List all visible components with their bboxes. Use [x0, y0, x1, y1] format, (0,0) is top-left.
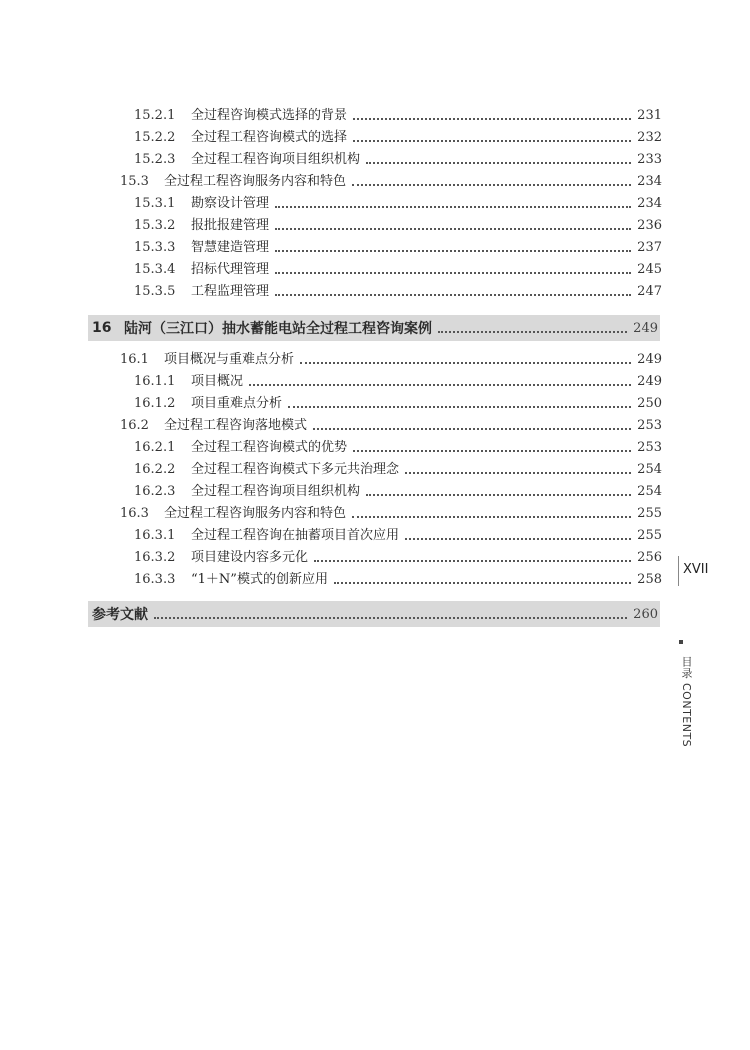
entry-number: 16.3 — [120, 506, 149, 521]
leader-dots — [300, 361, 631, 364]
side-divider — [678, 556, 679, 586]
chapter-number: 16 — [92, 320, 112, 336]
entry-page: 254 — [637, 484, 662, 499]
leader-dots — [275, 227, 631, 230]
contents-label-cn: 目录 — [680, 656, 693, 679]
entry-number: 15.3.4 — [134, 262, 176, 277]
entry-number: 16.1 — [120, 352, 149, 367]
entry-title: 招标代理管理 — [191, 262, 270, 277]
entry-title: 全过程工程咨询在抽蓄项目首次应用 — [191, 528, 400, 543]
entry-page: 256 — [637, 550, 662, 565]
contents-label-en: CONTENTS — [680, 683, 693, 748]
toc-section[interactable] — [120, 416, 662, 436]
entry-number: 15.3.3 — [134, 240, 176, 255]
entry-number: 16.2.3 — [134, 484, 176, 499]
bullet-marker — [679, 640, 683, 644]
entry-page: 234 — [637, 196, 662, 211]
entry-title: 项目重难点分析 — [191, 396, 283, 411]
entry-title: 全过程工程咨询项目组织机构 — [191, 484, 361, 499]
entry-number: 16.3.2 — [134, 550, 176, 565]
leader-dots — [352, 515, 631, 518]
leader-dots — [334, 581, 631, 584]
entry-page: 255 — [637, 506, 662, 521]
toc-entry[interactable] — [134, 194, 662, 214]
entry-number: 16.3.1 — [134, 528, 176, 543]
entry-page: 253 — [637, 440, 662, 455]
entry-page: 237 — [637, 240, 662, 255]
leader-dots — [405, 471, 631, 474]
entry-number: 15.3.1 — [134, 196, 176, 211]
entry-page: 231 — [637, 108, 662, 123]
entry-number: 15.3.2 — [134, 218, 176, 233]
entry-page: 250 — [637, 396, 662, 411]
entry-number: 16.2.1 — [134, 440, 176, 455]
entry-number: 15.2.2 — [134, 130, 176, 145]
entry-title: 项目概况与重难点分析 — [164, 352, 295, 367]
toc-entry[interactable] — [134, 438, 662, 458]
entry-page: 247 — [637, 284, 662, 299]
toc-entry[interactable] — [134, 526, 662, 546]
leader-dots — [275, 271, 631, 274]
leader-dots — [438, 330, 627, 333]
entry-page: 249 — [637, 352, 662, 367]
entry-title: 全过程工程咨询项目组织机构 — [191, 152, 361, 167]
entry-page: 255 — [637, 528, 662, 543]
toc-entry[interactable] — [134, 216, 662, 236]
leader-dots — [353, 117, 631, 120]
toc-entry[interactable] — [134, 150, 662, 170]
toc-entry[interactable] — [134, 372, 662, 392]
entry-title: “1＋N”模式的创新应用 — [191, 572, 328, 587]
contents-label — [678, 656, 695, 747]
entry-title: 全过程工程咨询模式下多元共治理念 — [191, 462, 400, 477]
entry-number: 15.2.1 — [134, 108, 176, 123]
toc-entry[interactable] — [134, 548, 662, 568]
references-page: 260 — [633, 606, 658, 622]
entry-title: 工程监理管理 — [191, 284, 270, 299]
entry-number: 15.3 — [120, 174, 149, 189]
leader-dots — [366, 161, 631, 164]
toc-entry[interactable] — [134, 482, 662, 502]
toc-entry[interactable] — [134, 238, 662, 258]
toc-section[interactable] — [120, 504, 662, 524]
toc-section[interactable] — [120, 350, 662, 370]
toc-entry[interactable] — [134, 128, 662, 148]
entry-title: 全过程工程咨询模式的选择 — [191, 130, 348, 145]
entry-title: 勘察设计管理 — [191, 196, 270, 211]
entry-title: 全过程工程咨询服务内容和特色 — [164, 506, 347, 521]
page-number: XVII — [683, 562, 709, 577]
leader-dots — [353, 449, 631, 452]
entry-title: 项目概况 — [191, 374, 244, 389]
toc-entry[interactable] — [134, 282, 662, 302]
entry-title: 报批报建管理 — [191, 218, 270, 233]
toc-section[interactable] — [120, 172, 662, 192]
leader-dots — [249, 383, 631, 386]
entry-page: 254 — [637, 462, 662, 477]
chapter-title: 陆河（三江口）抽水蓄能电站全过程工程咨询案例 — [124, 321, 432, 337]
references-title: 参考文献 — [92, 607, 148, 623]
entry-number: 15.3.5 — [134, 284, 176, 299]
toc-entry[interactable] — [134, 570, 662, 590]
leader-dots — [154, 616, 627, 619]
leader-dots — [275, 249, 631, 252]
leader-dots — [314, 559, 631, 562]
leader-dots — [288, 405, 631, 408]
toc-chapter-heading[interactable] — [88, 315, 660, 341]
entry-number: 16.1.1 — [134, 374, 176, 389]
entry-page: 236 — [637, 218, 662, 233]
leader-dots — [352, 183, 631, 186]
entry-title: 智慧建造管理 — [191, 240, 270, 255]
toc-entry[interactable] — [134, 106, 662, 126]
entry-page: 233 — [637, 152, 662, 167]
leader-dots — [353, 139, 631, 142]
entry-page: 245 — [637, 262, 662, 277]
entry-title: 全过程咨询模式选择的背景 — [191, 108, 348, 123]
leader-dots — [405, 537, 631, 540]
toc-entry[interactable] — [134, 394, 662, 414]
entry-number: 15.2.3 — [134, 152, 176, 167]
entry-page: 258 — [637, 572, 662, 587]
entry-title: 项目建设内容多元化 — [191, 550, 309, 565]
leader-dots — [313, 427, 631, 430]
toc-entry[interactable] — [134, 460, 662, 480]
leader-dots — [275, 205, 631, 208]
entry-title: 全过程工程咨询落地模式 — [164, 418, 308, 433]
entry-page: 234 — [637, 174, 662, 189]
entry-title: 全过程工程咨询模式的优势 — [191, 440, 348, 455]
entry-number: 16.2.2 — [134, 462, 176, 477]
toc-entry[interactable] — [134, 260, 662, 280]
entry-page: 249 — [637, 374, 662, 389]
chapter-page: 249 — [633, 320, 658, 336]
leader-dots — [366, 493, 631, 496]
entry-number: 16.1.2 — [134, 396, 176, 411]
entry-page: 232 — [637, 130, 662, 145]
entry-title: 全过程工程咨询服务内容和特色 — [164, 174, 347, 189]
toc-references-heading[interactable] — [88, 601, 660, 627]
leader-dots — [275, 293, 631, 296]
entry-number: 16.2 — [120, 418, 149, 433]
entry-page: 253 — [637, 418, 662, 433]
entry-number: 16.3.3 — [134, 572, 176, 587]
